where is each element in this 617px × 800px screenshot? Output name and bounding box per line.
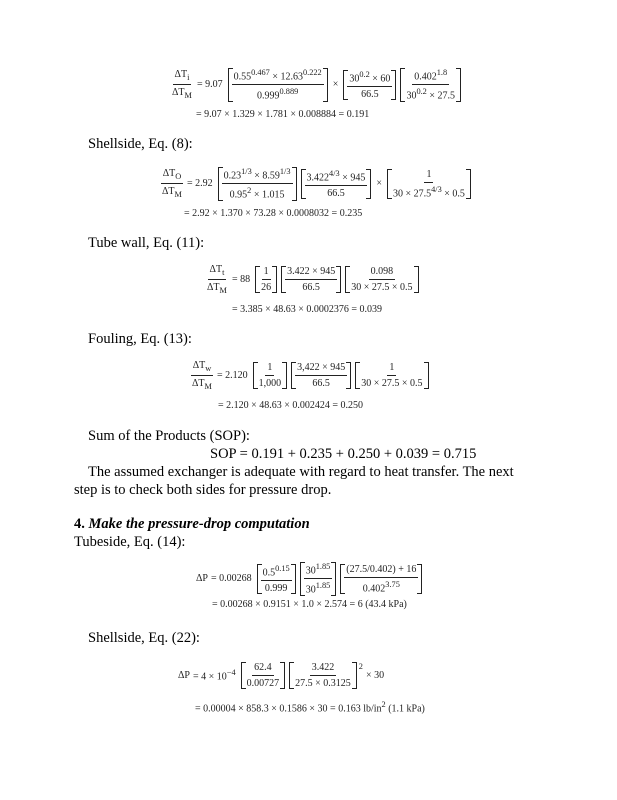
equation-tubeside-pressure-result: = 0.00268 × 0.9151 × 1.0 × 2.574 = 6 (43.4 kPa) [212, 599, 407, 610]
equation-tube-wall-result: = 3.385 × 48.63 × 0.0002376 = 0.039 [232, 304, 383, 315]
section-number: 4. [74, 516, 85, 532]
sop-value: SOP = 0.191 + 0.235 + 0.250 + 0.039 = 0.715 [210, 446, 477, 462]
paragraph-line-2: step is to check both sides for pressure drop. [74, 482, 332, 498]
equation-tubeside-heat-result: = 9.07 × 1.329 × 1.781 × 0.008884 = 0.191 [196, 109, 370, 120]
label-sop: Sum of the Products (SOP): [88, 428, 250, 444]
equation-tube-wall: $\Delta T_t$ $\Delta T_M$ = 88 1 26 3.422 × 945 66.5 0.098 30 × 27.5 × 0.5 [205, 264, 421, 295]
section-title: Make the pressure-drop computation [88, 516, 310, 532]
label-fouling: Fouling, Eq. (13): [88, 331, 192, 347]
label-tubeside-pressure: Tubeside, Eq. (14): [74, 534, 186, 550]
label-tube-wall: Tube wall, Eq. (11): [88, 235, 205, 251]
equation-fouling: $\Delta T_w$ $\Delta T_M$ = 2.120 1 1,000 3,422 × 945 66.5 1 30 × 27.5 × 0.5 [190, 360, 431, 391]
equation-shellside-heat: $\Delta T_O$ $\Delta T_M$ = 2.92 $0.23^{1/3} \times 8.59^{1/3}$ $0.95^2 \times 1.015$ $3.422^{4/3} \times 945$ 66.5 × 1 $30 \times 27.5^{4/3} \times 0.5$ [160, 167, 473, 201]
equation-shellside-heat-result: = 2.92 × 1.370 × 73.28 × 0.0008032 = 0.235 [184, 208, 363, 219]
equation-shellside-pressure: ΔP = $4 \times 10^{-4}$ 62.4 0.00727 3.422 27.5 × 0.3125 $^2$ × 30 [178, 662, 385, 689]
equation-shellside-pressure-result: = 0.00004 × 858.3 × 0.1586 × 30 = 0.163 $lb/in^2$ (1.1 kPa) [195, 700, 425, 715]
label-shellside-heat: Shellside, Eq. (8): [88, 136, 193, 152]
equation-tubeside-heat: $\Delta T_i$ $\Delta T_M$ = 9.07 $0.55^{0.467} \times 12.63^{0.222}$ $0.999^{0.889}$ × $30^{0.2} \times 60$ 66.5 $0.402^{1.8}$ $30^{0.2} \times 27.5$ [170, 68, 463, 102]
paragraph-line-1: The assumed exchanger is adequate with regard to heat transfer. The next [88, 464, 514, 480]
equation-fouling-result: = 2.120 × 48.63 × 0.002424 = 0.250 [218, 400, 364, 411]
equation-tubeside-pressure: ΔP = 0.00268 $0.5^{0.15}$ 0.999 $30^{1.85}$ $30^{1.85}$ (27.5/0.402) + 16 $0.402^{3.75}$ [196, 562, 424, 596]
label-shellside-pressure: Shellside, Eq. (22): [88, 630, 200, 646]
section-heading [74, 515, 310, 533]
